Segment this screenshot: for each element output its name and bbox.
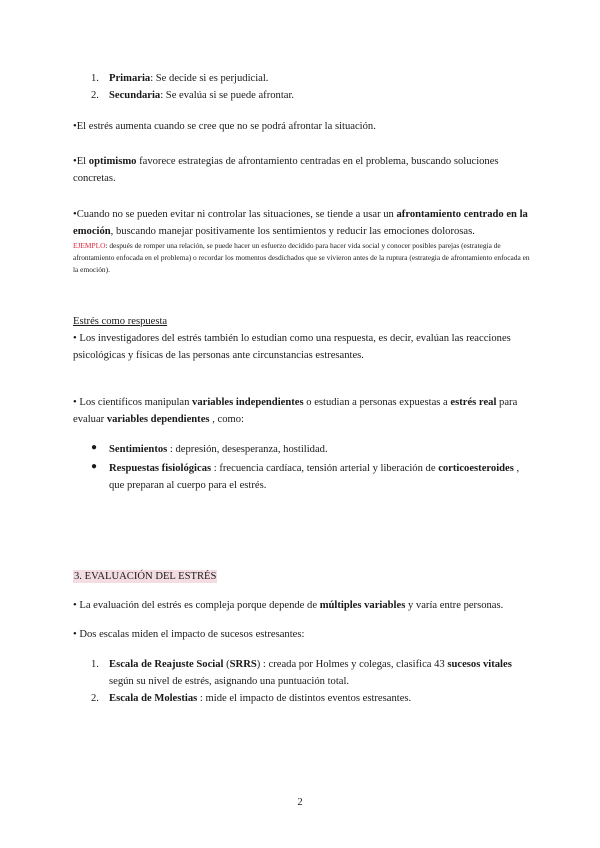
- text: : mide el impacto de distintos eventos estresantes.: [197, 693, 412, 705]
- paragraph-researchers: • Los investigadores del estrés también lo estudian como una respuesta, es decir, evalúan las reacciones psicológicas y físicas de las personas ante circunstancias estresantes.: [73, 333, 511, 362]
- term-desc: , que preparan al cuerpo para el estrés.: [109, 463, 520, 492]
- bullet-icon: ●: [91, 461, 98, 473]
- text: •El: [73, 156, 89, 167]
- bold-text: optimismo: [88, 156, 137, 167]
- page-number: 2: [297, 797, 303, 808]
- list-item: [73, 690, 533, 707]
- list-item: [73, 441, 533, 458]
- list-number: 2.: [91, 90, 99, 102]
- list-item: [73, 87, 533, 104]
- paragraph-stress-increases: •El estrés aumenta cuando se cree que no se podrá afrontar la situación.: [73, 121, 376, 132]
- section-3-heading: [73, 568, 533, 585]
- text: • La evaluación del estrés es compleja porque depende de: [73, 600, 320, 611]
- bold-text: estrés real: [450, 397, 497, 408]
- text: para evaluar: [73, 397, 518, 426]
- text: •Cuando no se pueden evitar ni controlar las situaciones, se tiende a usar un: [73, 209, 397, 220]
- text: según su nivel de estrés, asignando una puntuación total.: [109, 676, 350, 688]
- bold-text: múltiples variables: [319, 600, 406, 611]
- list-number: 1.: [91, 73, 99, 84]
- term: Escala de Reajuste Social: [109, 659, 224, 670]
- abbreviation: SRRS: [229, 659, 257, 670]
- bold-text: afrontamiento centrado en la emoción: [73, 209, 528, 238]
- term-desc: : Se evalúa si se puede afrontar.: [160, 90, 295, 102]
- list-item: [73, 70, 533, 87]
- paragraph-optimism: [73, 153, 533, 187]
- appraisal-list: [73, 70, 533, 104]
- response-bullet-list: [73, 441, 533, 496]
- section-3-title: 3. EVALUACIÓN DEL ESTRÉS: [74, 571, 217, 582]
- list-item: [73, 460, 533, 494]
- text: o estudian a personas expuestas a: [303, 397, 451, 408]
- text: y varía entre personas.: [405, 600, 504, 611]
- example-label: EJEMPLO: [73, 241, 106, 250]
- term: Primaria: [109, 73, 151, 84]
- bold-text: sucesos vitales: [447, 659, 512, 670]
- term-desc: : depresión, desesperanza, hostilidad.: [167, 444, 328, 455]
- text: favorece estrategias de afrontamiento centradas en el problema, buscando soluciones concretas.: [73, 156, 499, 185]
- paragraph-emotion-coping: [73, 206, 533, 240]
- bold-text: variables independientes: [192, 397, 304, 408]
- paragraph-evaluation: [73, 597, 533, 614]
- term: Respuestas fisiológicas: [109, 463, 212, 475]
- bullet-icon: ●: [91, 442, 98, 453]
- text: ) : creada por Holmes y colegas, clasifica 43: [256, 659, 448, 670]
- term: Escala de Molestias: [109, 693, 198, 705]
- term: Sentimientos: [109, 444, 168, 455]
- term-desc: : frecuencia cardíaca, tensión arterial y liberación de: [211, 463, 439, 475]
- text: , buscando manejar positivamente los sentimientos y reducir las emociones dolorosas.: [110, 226, 475, 238]
- paragraph-scientists: [73, 394, 533, 428]
- list-number: 1.: [91, 659, 99, 670]
- example-text: : después de romper una relación, se puede hacer un esfuerzo decidido para hacer vida social y conocer posibles parejas (estrategia de afrontamiento enfocada en el problema) o recordar los momentos desdichados que se vivieron antes de la ruptura (estrategia de afrontamiento enfocada en la emoción).: [73, 241, 530, 274]
- term: corticoesteroides: [438, 463, 514, 475]
- term-desc: : Se decide si es perjudicial.: [150, 73, 269, 84]
- example-note: [73, 240, 533, 276]
- text: , como:: [209, 414, 244, 426]
- bold-text: variables dependientes: [106, 414, 210, 426]
- scales-list: [73, 656, 533, 707]
- paragraph-two-scales: • Dos escalas miden el impacto de sucesos estresantes:: [73, 629, 305, 640]
- section-title-response: Estrés como respuesta: [73, 316, 168, 327]
- list-item: [73, 656, 533, 690]
- term: Secundaria: [109, 90, 161, 102]
- text: • Los científicos manipulan: [73, 397, 193, 408]
- text: (: [223, 659, 230, 670]
- list-number: 2.: [91, 693, 99, 705]
